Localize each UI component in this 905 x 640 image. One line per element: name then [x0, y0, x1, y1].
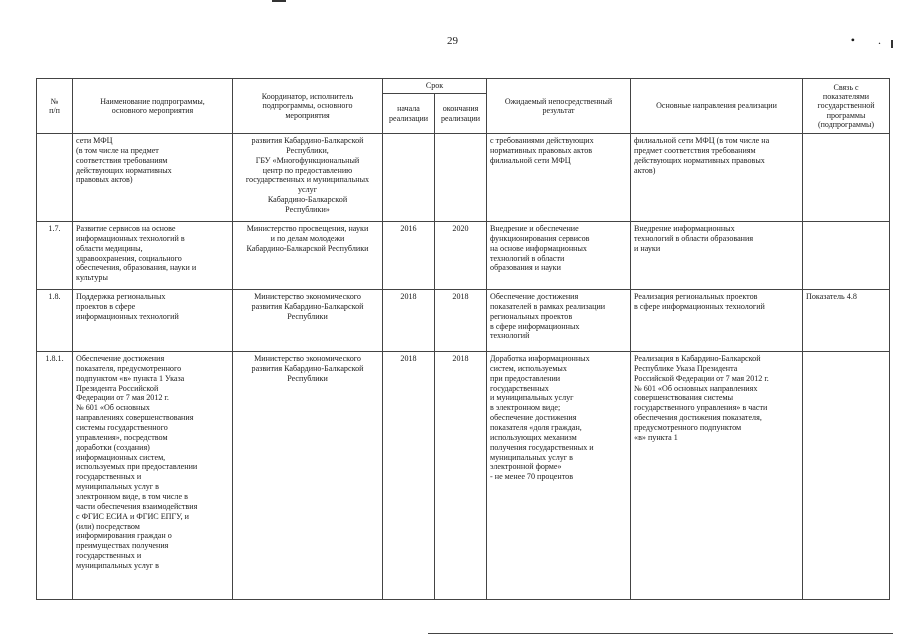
- row-name: Поддержка региональных проектов в сфере информационных технологий: [73, 290, 233, 352]
- scan-artifact: [891, 40, 893, 48]
- header-link: Связь с показателями государственной программы (подпрограммы): [803, 79, 890, 134]
- row-num: 1.8.1.: [37, 352, 73, 600]
- row-result: Внедрение и обеспечение функционирования сервисов на основе информационных технологий в области образования и науки: [487, 222, 631, 290]
- row-num: [37, 134, 73, 222]
- row-end: [435, 134, 487, 222]
- table-row: [37, 134, 890, 222]
- scan-artifact: [272, 0, 286, 2]
- scan-marks: • .: [850, 33, 891, 47]
- bottom-rule: [428, 633, 893, 634]
- program-activities-table: [36, 78, 890, 600]
- header-coordinator: Координатор, исполнитель подпрограммы, основного мероприятия: [233, 79, 383, 134]
- row-start: 2016: [383, 222, 435, 290]
- header-start: начала реализации: [383, 94, 435, 134]
- header-end: окончания реализации: [435, 94, 487, 134]
- table-row: [37, 352, 890, 600]
- row-directions: Реализация региональных проектов в сфере информационных технологий: [631, 290, 803, 352]
- row-link: [803, 222, 890, 290]
- header-name: Наименование подпрограммы, основного мероприятия: [73, 79, 233, 134]
- row-num: 1.7.: [37, 222, 73, 290]
- row-link: [803, 352, 890, 600]
- table-row: [37, 222, 890, 290]
- row-name: Обеспечение достижения показателя, предусмотренного подпунктом «в» пункта 1 Указа Президента Российской Федерации от 7 мая 2012 г. № 601 «Об основных направлениях совершенствования системы государственного управления», посредством доработки (создания) информационных систем, используемых при предоставлении государственных и муниципальных услуг в электронном виде, в том числе в части обеспечения взаимодействия с ФГИС ЕСИА и ФГИС ЕПГУ, и (или) посредством информирования граждан о преимуществах получения государственных и муниципальных услуг в: [73, 352, 233, 600]
- row-end: 2018: [435, 352, 487, 600]
- table-row: [37, 290, 890, 352]
- row-name: Развитие сервисов на основе информационных технологий в области медицины, здравоохранения, социального обеспечения, образования, науки и культуры: [73, 222, 233, 290]
- row-start: 2018: [383, 290, 435, 352]
- row-end: 2020: [435, 222, 487, 290]
- row-start: [383, 134, 435, 222]
- row-directions: Внедрение информационных технологий в области образования и науки: [631, 222, 803, 290]
- row-num: 1.8.: [37, 290, 73, 352]
- row-directions: Реализация в Кабардино-Балкарской Республике Указа Президента Российской Федерации от 7 мая 2012 г. № 601 «Об основных направлениях совершенствования системы государственного управления» в части обеспечения достижения показателя, предусмотренного подпунктом «в» пункта 1: [631, 352, 803, 600]
- row-result: Доработка информационных систем, используемых при предоставлении государственных и муниципальных услуг в электронном виде; обеспечение достижения показателя «доля граждан, использующих механизм получения государственных и муниципальных услуг в электронной форме» - не менее 70 процентов: [487, 352, 631, 600]
- row-end: 2018: [435, 290, 487, 352]
- row-coordinator: развития Кабардино-Балкарской Республики, ГБУ «Многофункциональный центр по предоставлению государственных и муниципальных услуг Кабардино-Балкарской Республики»: [233, 134, 383, 222]
- row-coordinator: Министерство просвещения, науки и по делам молодежи Кабардино-Балкарской Республики: [233, 222, 383, 290]
- page-number: 29: [447, 35, 458, 47]
- row-link: [803, 134, 890, 222]
- header-row: [37, 79, 890, 94]
- row-result: Обеспечение достижения показателей в рамках реализации региональных проектов в сфере информационных технологий: [487, 290, 631, 352]
- row-coordinator: Министерство экономического развития Кабардино-Балкарской Республики: [233, 290, 383, 352]
- row-coordinator: Министерство экономического развития Кабардино-Балкарской Республики: [233, 352, 383, 600]
- row-name: сети МФЦ (в том числе на предмет соответствия требованиям действующих нормативных правовых актов): [73, 134, 233, 222]
- header-num: № п/п: [37, 79, 73, 134]
- header-directions: Основные направления реализации: [631, 79, 803, 134]
- row-link: Показатель 4.8: [803, 290, 890, 352]
- row-directions: филиальной сети МФЦ (в том числе на предмет соответствия требованиям действующих нормативных правовых актов): [631, 134, 803, 222]
- header-term: Срок: [383, 79, 487, 94]
- row-result: с требованиями действующих нормативных правовых актов филиальной сети МФЦ: [487, 134, 631, 222]
- row-start: 2018: [383, 352, 435, 600]
- header-result: Ожидаемый непосредственный результат: [487, 79, 631, 134]
